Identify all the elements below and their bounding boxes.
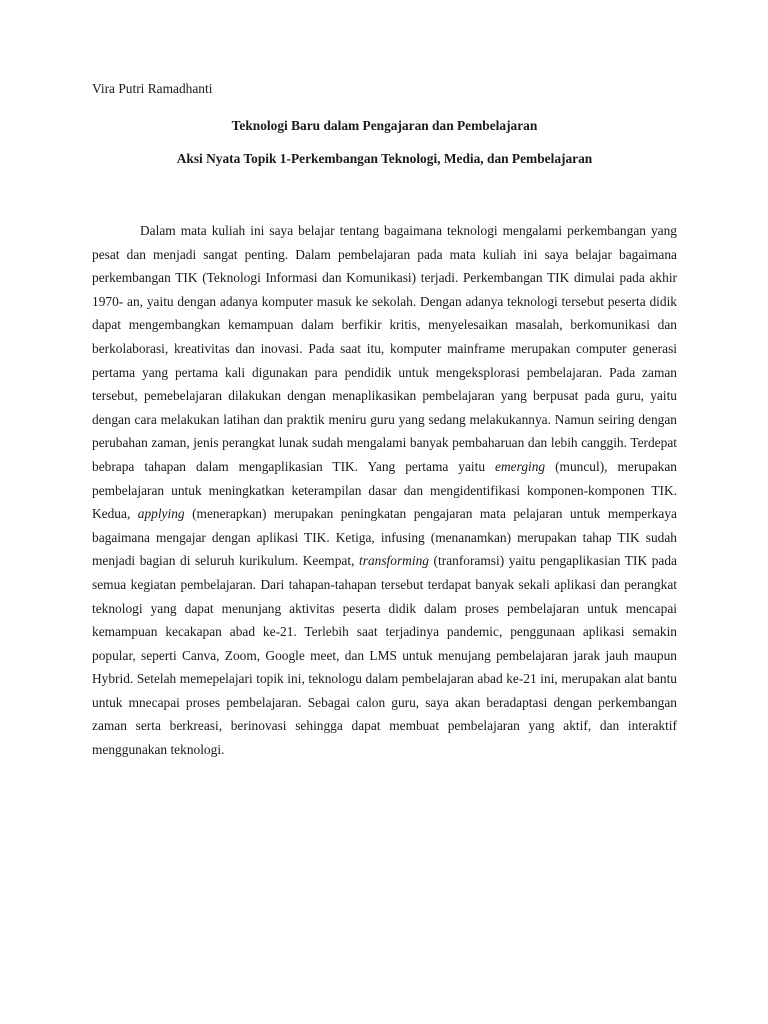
term-applying: applying [137,506,185,522]
author-name: Vira Putri Ramadhanti [92,81,213,96]
body-text-part-2: (muncul), merupakan pembelajaran untuk meningkatkan keterampilan dasar dan mengidentifikasi komponen-komponen TIK. Kedua, [92,458,677,522]
body-paragraph [92,219,677,762]
body-text-part-4: (tranforamsi) yaitu pengaplikasian TIK pada semua kegiatan pembelajaran. Dari tahapan-tahapan tersebut terdapat banyak sekali aplikasi dan perangkat teknologi yang dapat menunjang aktivitas peserta didik dalam proses pembelajaran untuk mencapai kemampuan kecakapan abad ke-21. Terlebih saat terjadinya pandemic, penggunaan aplikasi semakin popular, seperti Canva, Zoom, Google meet, dan LMS untuk menujang pembelajaran jarak jauh maupun Hybrid. Setelah memepelajari topik ini, teknologu dalam pembelajaran abad ke-21 ini, merupakan alat bantu untuk mnecapai proses pembelajaran. Sebagai calon guru, saya akan beradaptasi dengan perkembangan zaman serta berkreasi, berinovasi sehingga dapat membuat pembelajaran yang aktif, dan interaktif menggunakan teknologi. [92,553,677,758]
term-transforming: transforming [359,553,429,569]
term-emerging: emerging [495,458,546,474]
body-text-part-3: (menerapkan) merupakan peningkatan pengajaran mata pelajaran untuk memperkaya bagaimana mengajar dengan aplikasi TIK. Ketiga, infusing (menanamkan) merupakan tahap TIK sudah menjadi bagian di seluruh kurikulum. Keempat, [92,506,677,569]
body-text-part-1: Dalam mata kuliah ini saya belajar tentang bagaimana teknologi mengalami perkembangan yang pesat dan menjadi sangat penting. Dalam pembelajaran pada mata kuliah ini saya belajar bagaimana perkembangan TIK (Teknologi Informasi dan Komunikasi) terjadi. Perkembangan TIK dimulai pada akhir 1970- an, yaitu dengan adanya komputer masuk ke sekolah. Dengan adanya teknologi tersebut peserta didik dapat mengembangkan kemampuan dalam berfikir kritis, menyelesaikan masalah, berkomunikasi dan berkolaborasi, kreativitas dan inovasi. Pada saat itu, komputer mainframe merupakan computer generasi pertama yang pertama kali digunakan para pendidik untuk mengeksplorasi pembelajaran. Pada zaman tersebut, pemebelajaran dilakukan dengan menaplikasikan pembelajaran yang berpusat pada guru, yaitu dengan cara melakukan latihan dan praktik meniru guru yang sedang melakukannya. Namun seiring dengan perubahan zaman, jenis perangkat lunak sudah mengalami banyak pembaharuan dan lebih canggih. Terdepat bebrapa tahapan dalam mengaplikasian TIK. Yang pertama yaitu [92,223,677,474]
document-title: Teknologi Baru dalam Pengajaran dan Pembelajaran [231,118,538,133]
document-subtitle: Aksi Nyata Topik 1-Perkembangan Teknologi, Media, dan Pembelajaran [176,151,593,166]
